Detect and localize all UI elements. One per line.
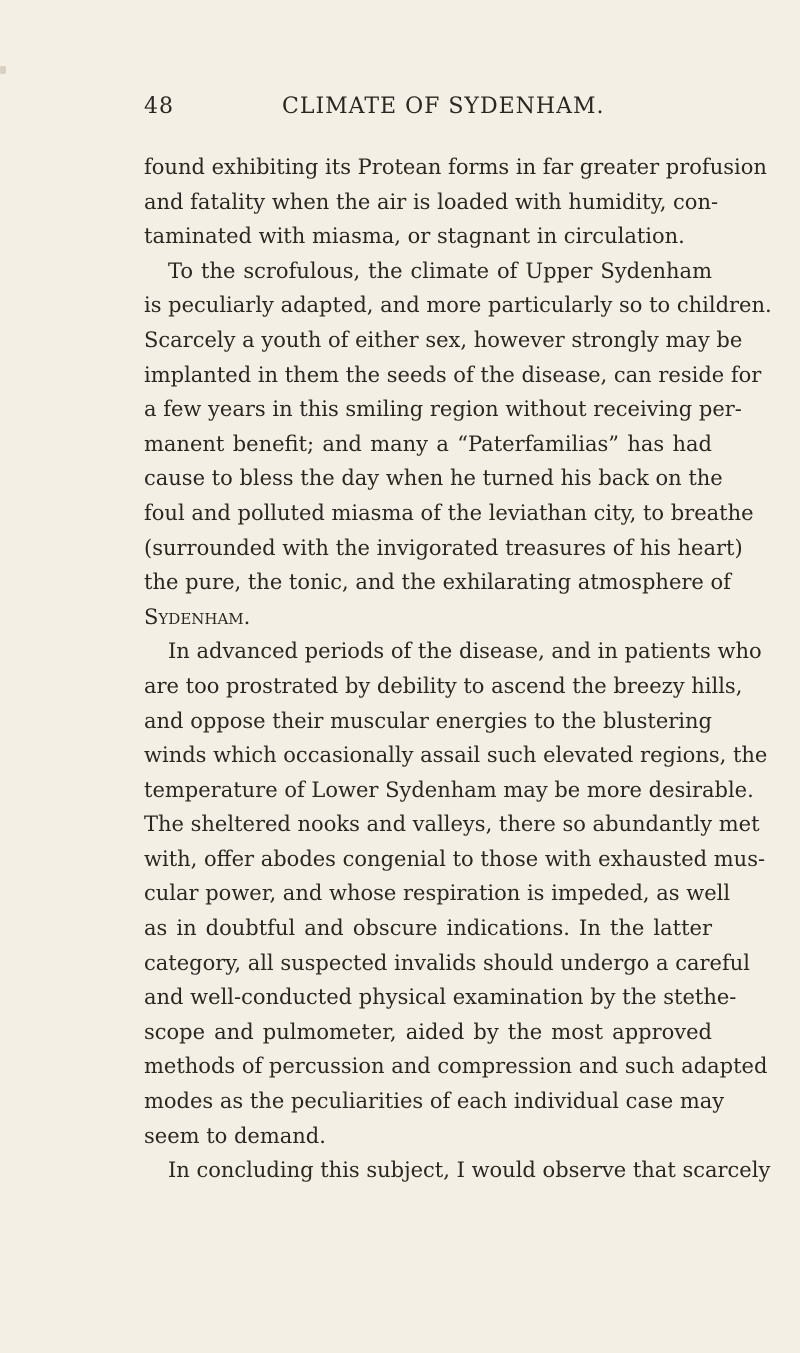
text-line: the pure, the tonic, and the exhilarating atmosphere of (144, 570, 731, 595)
text-line: scope and pulmometer, aided by the most approved (144, 1019, 712, 1044)
running-head: CLIMATE OF SYDENHAM. (282, 94, 605, 119)
text-line: taminated with miasma, or stagnant in circulation. (144, 224, 685, 249)
text-line: temperature of Lower Sydenham may be more desirable. (144, 777, 754, 802)
text-line: (surrounded with the invigorated treasures of his heart) (144, 535, 743, 560)
text-line: a few years in this smiling region without receiving per- (144, 397, 742, 422)
text-line: category, all suspected invalids should undergo a careful (144, 950, 750, 975)
text-line: In advanced periods of the disease, and in patients who (168, 639, 762, 664)
text-line: cause to bless the day when he turned his back on the (144, 466, 723, 491)
text-line: and oppose their muscular energies to the blustering (144, 708, 712, 733)
text-line: In concluding this subject, I would observe that scarcely (168, 1158, 771, 1183)
text-line: The sheltered nooks and valleys, there so abundantly met (144, 812, 760, 837)
text-line: cular power, and whose respiration is impeded, as well (144, 881, 731, 906)
text-line: To the scrofulous, the climate of Upper Sydenham (168, 258, 712, 283)
text-line: Scarcely a youth of either sex, however strongly may be (144, 327, 743, 352)
text-line: and well-conducted physical examination by the stethe- (144, 985, 737, 1010)
text-line: are too prostrated by debility to ascend the breezy hills, (144, 673, 743, 698)
margin-mark (0, 66, 6, 74)
text-line: found exhibiting its Protean forms in far greater profusion (144, 155, 767, 179)
text-line: modes as the peculiarities of each individual case may (144, 1089, 725, 1114)
page-number: 48 (144, 94, 174, 119)
text-line: with, offer abodes congenial to those with exhausted mus- (144, 846, 766, 871)
page-header (144, 94, 714, 124)
text-line: is peculiarly adapted, and more particularly so to children. (144, 293, 772, 318)
text-line: and fatality when the air is loaded with humidity, con- (144, 189, 719, 214)
body-text (144, 150, 772, 1188)
text-line: Sydenham. (144, 604, 251, 629)
text-line: as in doubtful and obscure indications. In the latter (144, 916, 712, 941)
text-line: seem to demand. (144, 1123, 326, 1148)
text-line: implanted in them the seeds of the disease, can reside for (144, 362, 762, 387)
text-line: methods of percussion and compression and such adapted (144, 1054, 768, 1079)
text-line: foul and polluted miasma of the leviathan city, to breathe (144, 500, 754, 525)
text-line: manent benefit; and many a “Paterfamilias” has had (144, 431, 712, 456)
text-line: winds which occasionally assail such elevated regions, the (144, 743, 768, 768)
